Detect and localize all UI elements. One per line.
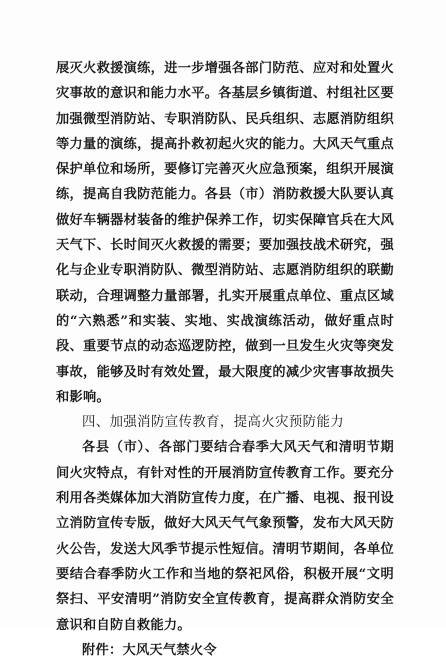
body-paragraph-publicity: 各县（市）、各部门要结合春季大风天气和清明节期间火灾特点，有针对性的开展消防宣传教育工作。要充分利用各类媒体加大消防宣传力度，在广播、电视、报刊设立消防宣传专版，做好大风天气气象预警，发布大风天防火公告，发送大风季节提示性短信。清明节期间，各单位要结合春季防火工作和当地的祭祀风俗，积极开展“文明祭扫、平安清明”消防安全宣传教育，提高群众消防安全意识和自防自救能力。 (56, 440, 394, 633)
attachment-line: 附件：大风天气禁火令 (82, 642, 217, 658)
section-heading: 四、加强消防宣传教育，提高火灾预防能力 (82, 415, 345, 431)
body-paragraph-drills: 展灭火救援演练，进一步增强各部门防范、应对和处置火灾事故的意识和能力水平。各基层乡镇街道、村组社区要加强微型消防站、专职消防队、民兵组织、志愿消防组织等力量的演练，提高扑救初起火灾的能力。大风天气重点保护单位和场所，要修订完善灭火应急预案，组织开展演练，提高自我防范能力。各县（市）消防救援大队要认真做好车辆器材装备的维护保养工作，切实保障官兵在大风天气下、长时间灭火救援的需要；要加强技战术研究，强化与企业专职消防队、微型消防站、志愿消防组织的联勤联动，合理调整力量部署，扎实开展重点单位、重点区域的“六熟悉”和实装、实地、实战演练活动，做好重点时段、重要节点的动态巡逻防控，做到一旦发生火灾等突发事故，能够及时有效处置，最大限度的减少灾害事故损失和影响。 (56, 61, 394, 405)
document-body (56, 56, 394, 663)
